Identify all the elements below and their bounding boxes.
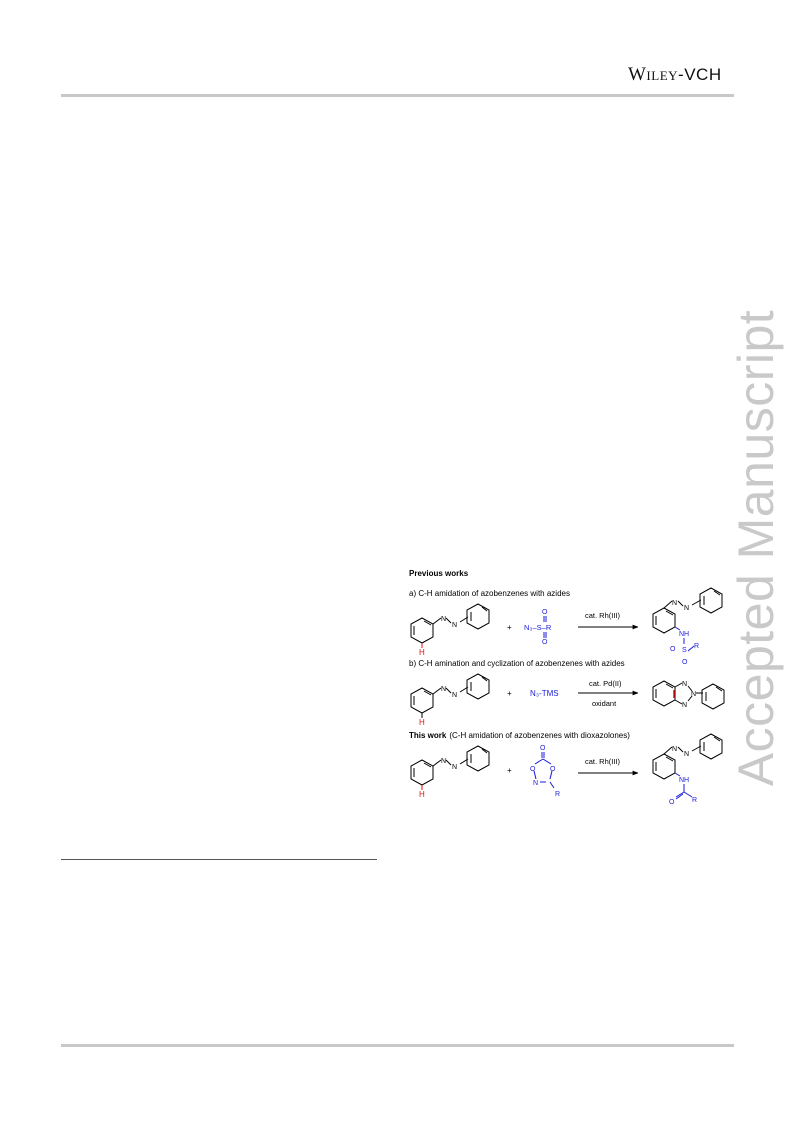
dioxazolone-o-carbonyl: O	[540, 745, 546, 752]
reactive-h-c: H	[419, 790, 425, 799]
azobenzene-a	[411, 604, 489, 648]
azo-n1-prod-c: N	[672, 746, 678, 753]
section-c-title-rest: (C-H amidation of azobenzenes with dioxazolones)	[449, 731, 630, 740]
plus-b: +	[507, 689, 512, 698]
azo-n1-c: N	[441, 758, 447, 765]
azo-n2-prod-a: N	[684, 605, 690, 612]
product-c-r: R	[692, 797, 698, 804]
product-a-r: R	[694, 643, 700, 650]
footnote-rule	[61, 859, 377, 860]
sulfonyl-o-top: O	[542, 609, 548, 616]
azo-n2-b: N	[452, 692, 458, 699]
section-c-title	[409, 731, 630, 740]
product-c-nh: NH	[679, 777, 690, 784]
product-c	[653, 734, 722, 799]
plus-c: +	[507, 766, 512, 775]
section-c-title-bold: This work	[409, 731, 447, 740]
product-a-s: S	[682, 647, 687, 654]
azo-n1-b: N	[441, 686, 447, 693]
product-b	[653, 681, 724, 709]
section-b-title: b) C-H amination and cyclization of azobenzenes with azides	[409, 659, 625, 668]
sulfonyl-azide-reagent	[524, 609, 552, 646]
azobenzene-b	[411, 674, 489, 718]
accepted-manuscript-watermark: Accepted Manuscript	[728, 309, 784, 787]
dioxazolone-r: R	[555, 791, 561, 798]
publisher-logo-main: Wiley	[628, 64, 679, 85]
dioxazolone-o-ring-2: O	[550, 766, 556, 773]
dioxazolone-o-ring: O	[530, 766, 536, 773]
azo-n1-a: N	[441, 616, 447, 623]
conditions-a: cat. Rh(III)	[585, 611, 621, 620]
triazole-n1: N	[682, 681, 688, 688]
triazole-n3: N	[682, 702, 688, 709]
section-a-title: a) C-H amidation of azobenzenes with azides	[409, 589, 570, 598]
azo-n1-prod-a: N	[672, 600, 678, 607]
sulfonyl-o-bottom: O	[542, 639, 548, 646]
publisher-logo-suffix: -VCH	[678, 65, 722, 84]
footer-rule	[61, 1044, 734, 1047]
azo-n2-c: N	[452, 764, 458, 771]
publisher-logo	[628, 64, 722, 86]
scheme-heading: Previous works	[409, 569, 469, 578]
triazole-n2: N	[691, 691, 697, 698]
plus-a: +	[507, 623, 512, 632]
scheme-svg	[400, 560, 740, 830]
reactive-h-a: H	[419, 648, 425, 657]
product-c-o: O	[669, 799, 675, 806]
product-a-nh: NH	[679, 631, 690, 638]
reactive-h-b: H	[419, 718, 425, 727]
reaction-scheme	[400, 560, 740, 830]
azobenzene-c	[411, 746, 489, 790]
product-a-o-bottom: O	[682, 659, 688, 666]
conditions-b-top: cat. Pd(II)	[589, 679, 622, 688]
header-rule	[61, 94, 734, 97]
azo-n2-a: N	[452, 622, 458, 629]
azo-n2-prod-c: N	[684, 751, 690, 758]
reagent-b: N₃-TMS	[530, 689, 559, 698]
conditions-b-bottom: oxidant	[592, 699, 617, 708]
product-a-o-left: O	[670, 646, 676, 653]
reagent-a: N₃–S–R	[524, 623, 552, 632]
dioxazolone-n: N	[533, 780, 539, 787]
product-a	[653, 588, 722, 651]
conditions-c: cat. Rh(III)	[585, 757, 621, 766]
